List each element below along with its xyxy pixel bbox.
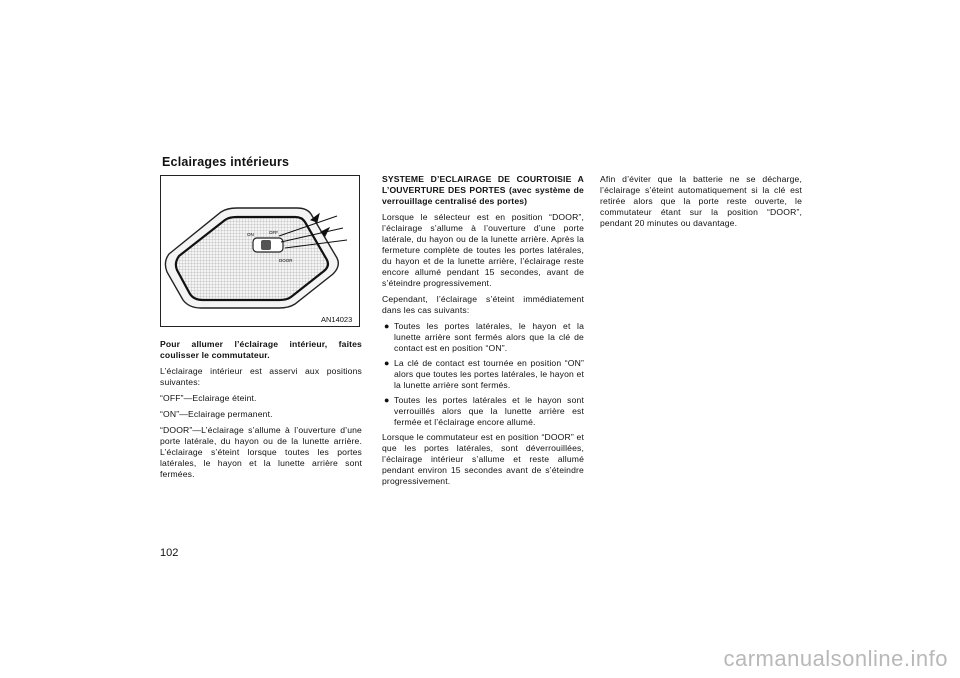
paragraph: “DOOR”—L’éclairage s’allume à l’ouverture d’une porte latérale, du hayon ou de la lunette arrière. L’éclairage s’éteint lorsque toutes les portes latérales, le hayon et la lunette arrière sont fermées. [160,425,362,479]
bullet-icon: ● [384,321,390,331]
column-right [600,174,802,234]
column-left [160,339,362,485]
watermark: carmanualsonline.info [723,646,948,671]
paragraph: Afin d’éviter que la batterie ne se décharge, l’éclairage s’éteint automatiquement si la clé est retirée alors que la porte reste ouverte, le commutateur étant sur la position “DOOR”, pendant 20 minutes ou davantage. [600,174,802,228]
paragraph: Cependant, l’éclairage s’éteint immédiatement dans les cas suivants: [382,294,584,315]
svg-text:DOOR: DOOR [279,258,293,263]
column-middle [382,174,584,492]
instruction-heading: Pour allumer l’éclairage intérieur, faites coulisser le commutateur. [160,339,362,360]
system-heading: SYSTEME D’ECLAIRAGE DE COURTOISIE A L’OUVERTURE DES PORTES (avec système de verrouillage centralisé des portes) [382,174,584,206]
interior-light-figure [160,175,360,327]
interior-light-illustration [161,176,359,326]
page-number: 102 [160,547,179,559]
list-item-text: Toutes les portes latérales, le hayon et la lunette arrière sont fermés alors que la clé de contact est en position “ON”. [394,321,584,353]
list-item [382,321,584,354]
svg-text:OFF: OFF [269,230,278,235]
list-item-text: Toutes les portes latérales et le hayon sont verrouillés alors que la lunette arrière est fermée et l’éclairage encore allumé. [394,395,584,427]
list-item-text: La clé de contact est tournée en position “ON” alors que toutes les portes latérales, le hayon et la lunette arrière sont fermés. [394,358,584,390]
list-item [382,395,584,428]
paragraph: Lorsque le sélecteur est en position “DOOR”, l’éclairage s’allume à l’ouverture d’une porte latérale, du hayon ou de la lunette arrière. Après la fermeture complète de toutes les portes latérales, du hayon et de la lunette arrière, l’éclairage reste encore allumé pendant 15 secondes, avant de s’éteindre progressivement. [382,212,584,288]
paragraph: L’éclairage intérieur est asservi aux positions suivantes: [160,366,362,387]
paragraph: Lorsque le commutateur est en position “DOOR” et que les portes latérales, sont déverrouillées, l’éclairage intérieur s’allume et reste allumé pendant environ 15 secondes avant de s’éteindre progressivement. [382,432,584,486]
bullet-icon: ● [384,395,390,405]
section-title: Eclairages intérieurs [162,155,290,169]
paragraph: “ON”—Eclairage permanent. [160,409,273,419]
bullet-icon: ● [384,358,390,368]
svg-text:ON: ON [247,232,254,237]
figure-code: AN14023 [321,315,353,324]
bullet-list [382,321,584,428]
paragraph: “OFF”—Eclairage éteint. [160,393,257,403]
list-item [382,358,584,391]
